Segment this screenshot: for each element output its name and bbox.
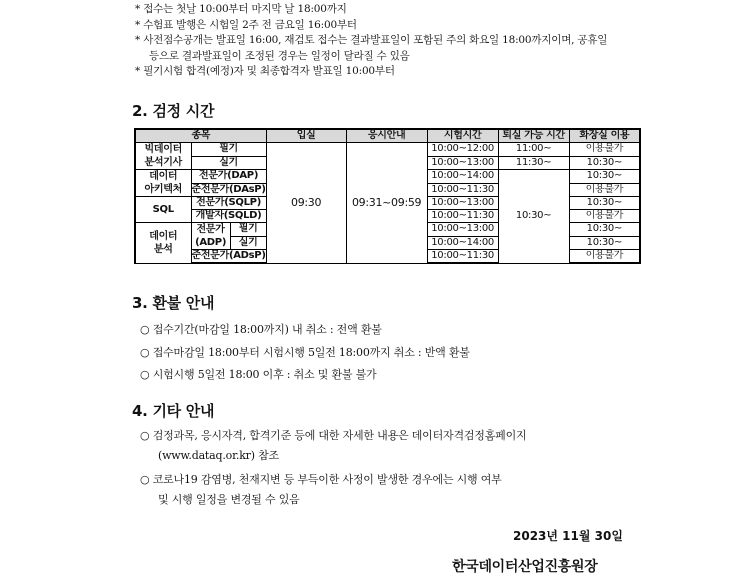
other-item: ○ 검정과목, 응시자격, 합격기준 등에 대한 자세한 내용은 데이터자격검정홈페이지 [140, 429, 527, 442]
issuing-organization: 한국데이터산업진흥원장 [452, 559, 598, 575]
table-header-row [135, 129, 640, 143]
exam-time-cell: 10:00~12:00 [427, 143, 498, 157]
restroom-cell: 10:30~ [569, 170, 640, 184]
exam-time-cell: 10:00~13:00 [427, 197, 498, 210]
exam-time-cell: 10:00~13:00 [427, 223, 498, 237]
sub-kind: 준전문가(ADsP) [191, 250, 266, 261]
other-item: ○ 코로나19 감염병, 천재지변 등 부득이한 사정이 발생한 경우에는 시행 여부 [140, 473, 502, 486]
group-sql: SQL [135, 197, 191, 223]
sub-kind: 실기 [191, 156, 266, 170]
note-item: * 사전점수공개는 발표일 16:00, 재검토 접수는 결과발표일이 포함된 주의 화요일 18:00까지이며, 공휴일 [135, 34, 608, 46]
section-title-refund: 3. 환불 안내 [132, 294, 215, 312]
restroom-cell: 이용불가 [569, 143, 640, 157]
note-item: * 수험표 발행은 시험일 2주 전 금요일 16:00부터 [135, 18, 357, 31]
exam-time-cell: 10:00~14:00 [427, 170, 498, 184]
group-bigdata: 빅데이터 분석기사 [135, 143, 191, 170]
other-item-continued: 및 시행 일정을 변경될 수 있음 [158, 493, 300, 506]
notes-list [135, 2, 635, 80]
restroom-cell: 이용불가 [569, 183, 640, 197]
refund-item: ○ 접수기간(마감일 18:00까지) 내 취소 : 전액 환불 [140, 323, 382, 336]
group-arch: 데이터 아키텍처 [135, 170, 191, 197]
exam-time-cell: 10:00~14:00 [427, 236, 498, 250]
restroom-cell: 이용불가 [569, 250, 640, 264]
restroom-cell: 이용불가 [569, 210, 640, 223]
exam-time-cell: 10:00~11:30 [427, 250, 498, 264]
exit-time-cell: 11:30~ [498, 156, 569, 170]
restroom-cell: 10:30~ [569, 197, 640, 210]
exam-time-table [134, 128, 641, 264]
header-exam-time: 시험시간 [427, 129, 498, 143]
entry-time-cell: 09:30 [266, 143, 346, 264]
refund-item: ○ 접수마감일 18:00부터 시험시행 5일전 18:00까지 취소 : 반액 환불 [140, 346, 470, 359]
section-title-exam-time: 2. 검정 시간 [132, 102, 215, 120]
note-item: * 접수는 첫날 10:00부터 마지막 날 18:00까지 [135, 3, 347, 15]
exam-time-cell: 10:00~13:00 [427, 156, 498, 170]
guide-time-cell: 09:31~09:59 [346, 143, 427, 264]
sub-kind: 필기 [191, 143, 266, 157]
restroom-cell: 10:30~ [569, 156, 640, 170]
group-analysis: 데이터 분석 [135, 223, 191, 264]
header-kind: 종목 [135, 129, 266, 143]
exam-time-cell: 10:00~11:30 [427, 210, 498, 223]
other-item-continued: (www.dataq.or.kr) 참조 [158, 449, 279, 462]
group-adp: 전문가 (ADP) [191, 223, 230, 250]
exit-time-common: 10:30~ [498, 170, 569, 264]
section-title-other: 4. 기타 안내 [132, 402, 215, 420]
sub-kind: 준전문가(DAsP) [191, 183, 266, 195]
exam-time-cell: 10:00~11:30 [427, 183, 498, 197]
note-item-continued: 등으로 결과발표일이 조정된 경우는 일정이 달라질 수 있음 [149, 49, 410, 62]
note-item: * 필기시험 합격(예정)자 및 최종합격자 발표일 10:00부터 [135, 65, 395, 77]
sub-kind: 전문가(DAP) [191, 170, 266, 184]
restroom-cell: 10:30~ [569, 236, 640, 250]
header-entry: 입실 [266, 129, 346, 143]
header-exit: 퇴실 가능 시간 [498, 129, 569, 143]
sub-kind: 실기 [230, 236, 266, 250]
table-row [135, 143, 640, 157]
sub-kind: 개발자(SQLD) [191, 210, 266, 223]
document-date: 2023년 11월 30일 [513, 529, 623, 543]
sub-kind: 전문가(SQLP) [191, 197, 266, 210]
restroom-cell: 10:30~ [569, 223, 640, 237]
refund-item: ○ 시험시행 5일전 18:00 이후 : 취소 및 환불 불가 [140, 368, 377, 381]
exit-time-cell: 11:00~ [498, 143, 569, 157]
sub-kind: 필기 [230, 223, 266, 237]
header-restroom: 화장실 이용 [569, 129, 640, 143]
header-guide: 응시안내 [346, 129, 427, 143]
